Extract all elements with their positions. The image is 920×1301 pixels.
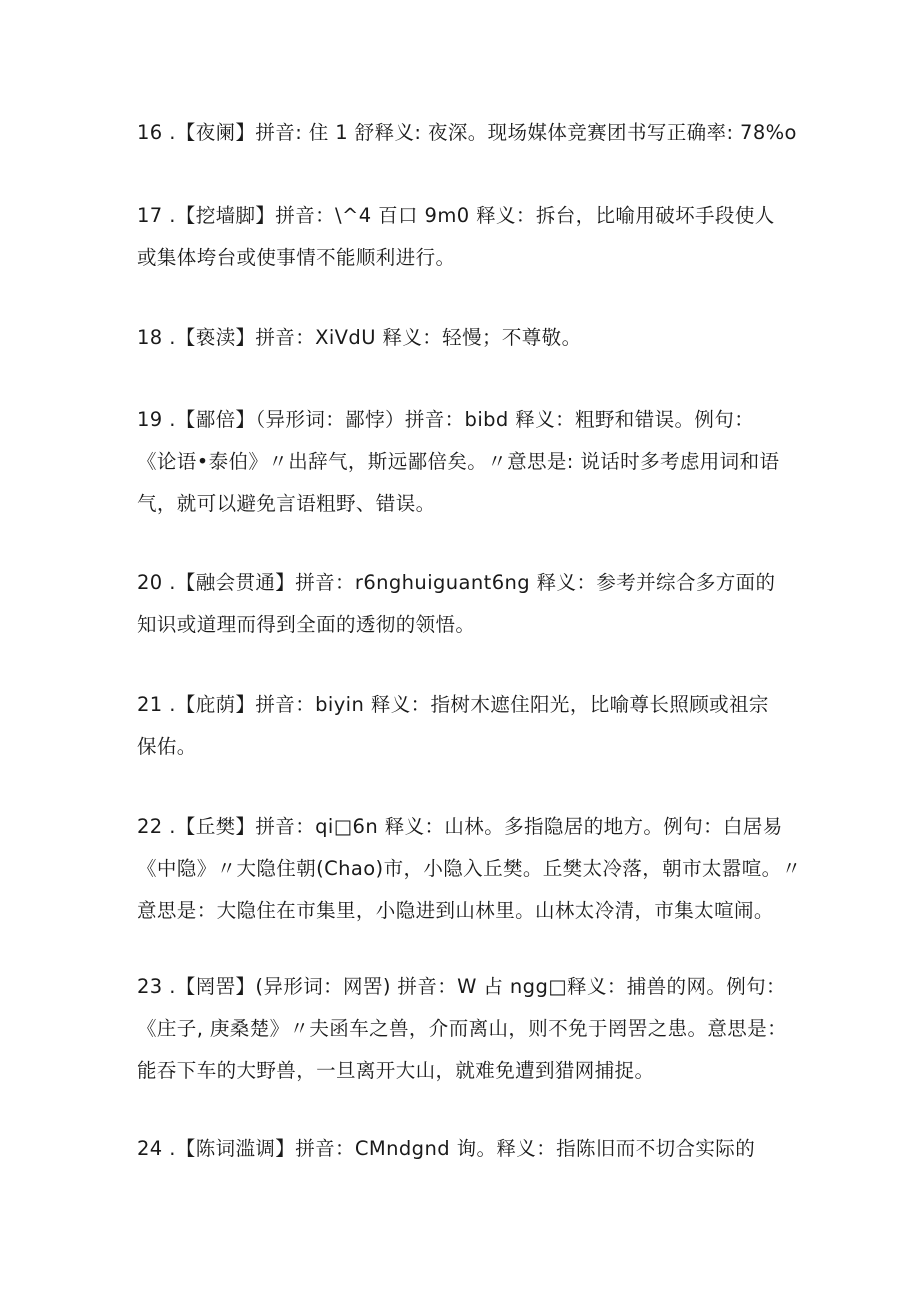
entry-23 xyxy=(137,966,787,1092)
entry-text-line: 21 .【庇荫】拼音：biyin 释义：指树木遮住阳光，比喻尊长照顾或祖宗 xyxy=(137,693,769,716)
entry-22 xyxy=(137,806,802,932)
entry-18 xyxy=(137,317,787,359)
entry-text-line: 《论语•泰伯》〃出辞气，斯远鄙倍矣。〃意思是: 说话时多考虑用词和语 xyxy=(137,450,780,473)
entry-text-line: 《中隐》〃大隐住朝(Chao)市，小隐入丘樊。丘樊太冷落，朝市太嚣喧。〃 xyxy=(137,857,802,880)
entry-text-line: 20 .【融会贯通】拼音：r6nghuiguant6ng 释义：参考并综合多方面的 xyxy=(137,571,776,594)
entry-text-line: 22 .【丘樊】拼音：qi□6n 释义：山林。多指隐居的地方。例句：白居易 xyxy=(137,815,783,838)
entry-text-line: 24 .【陈词滥调】拼音：CMndgnd 询。释义：指陈旧而不切合实际的 xyxy=(137,1137,756,1160)
entry-17 xyxy=(137,195,787,279)
entry-24 xyxy=(137,1128,787,1170)
entry-text-line: 意思是：大隐住在市集里，小隐进到山林里。山林太冷清，市集太喧闹。 xyxy=(137,899,774,922)
entry-text-line: 《庄子, 庚桑楚》〃夫函车之兽，介而离山，则不免于罔罟之患。意思是： xyxy=(137,1017,787,1040)
entry-text-line: 或集体垮台或使事情不能顺利进行。 xyxy=(137,246,456,269)
entry-text-line: 保佑。 xyxy=(137,735,197,758)
entry-text-line: 16 .【夜阑】拼音: 住 1 舒释义: 夜深。现场媒体竞赛团书写正确率: 78%o xyxy=(137,121,797,144)
entry-text-line: 23 .【罔罟】(异形词：网罟) 拼音：W 占 ngg□释义：捕兽的网。例句： xyxy=(137,975,786,998)
entry-text-line: 知识或道理而得到全面的透彻的领悟。 xyxy=(137,613,476,636)
entry-21 xyxy=(137,684,787,768)
entry-20 xyxy=(137,562,787,646)
entry-text-line: 17 .【挖墙脚】拼音：\^4 百口 9m0 释义：拆台，比喻用破坏手段使人 xyxy=(137,204,775,227)
entry-16 xyxy=(137,112,797,154)
entry-text-line: 19 .【鄙倍】（异形词：鄙悖）拼音：bibd 释义：粗野和错误。例句： xyxy=(137,408,755,431)
entry-text-line: 气，就可以避免言语粗野、错误。 xyxy=(137,492,436,515)
entry-text-line: 能吞下车的大野兽，一旦离开大山，就难免遭到猎网捕捉。 xyxy=(137,1059,655,1082)
entry-19 xyxy=(137,399,787,525)
entry-text-line: 18 .【亵渎】拼音：XiVdU 释义：轻慢；不尊敬。 xyxy=(137,326,582,349)
